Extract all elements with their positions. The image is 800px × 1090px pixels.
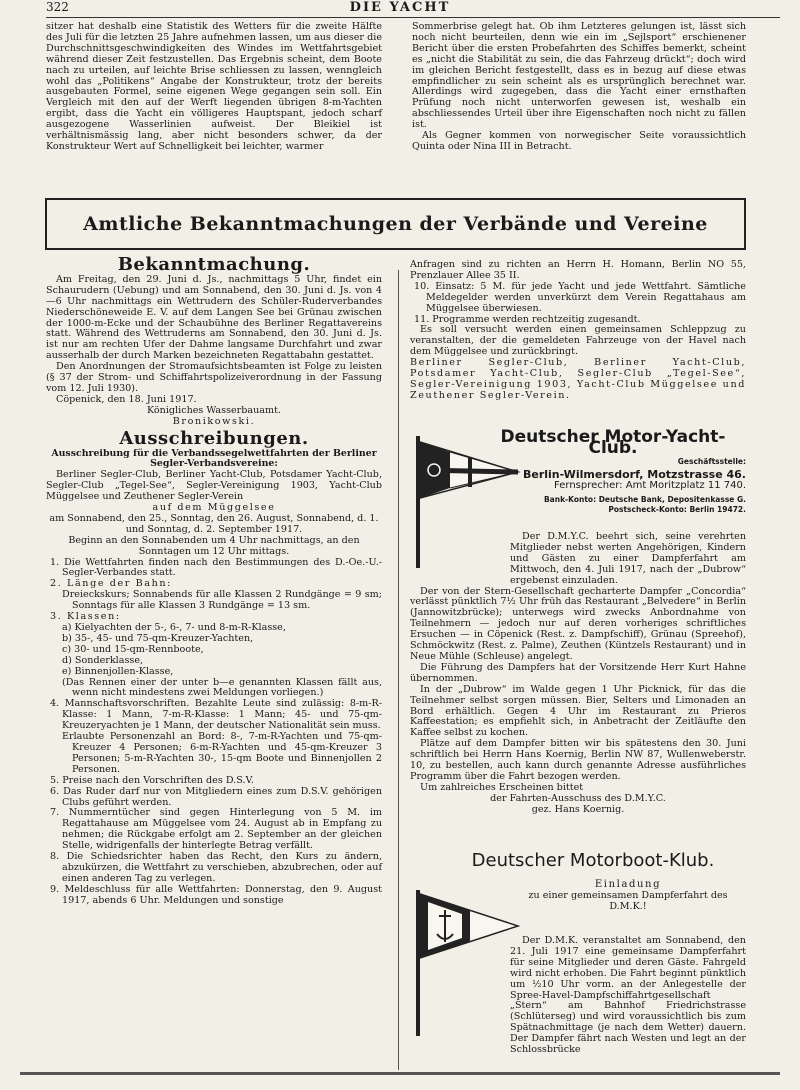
dmyc-p2: Der von der Stern-Gesellschaft gecharterte Dampfer „Concordia“ verlässt pünktlich 7½ Uhr früh das Restaurant „Belvedere“ in Berlin (Jannowitzbrücke); unterwegs wird zwecks Anbordnahme von Teilnehmern — jedoch nur auf deren vorheriges schriftliches Ersuchen — in Cöpenick (Rest. z. Dampfschiff), Grünau (Spreehof), Schmöckwitz (Rest. z. Palme), Zeuthen (Küntzels Restaurant) und in Neue Mühle (Schleuse) angelegt.	[410, 585, 746, 662]
section-banner: Amtliche Bekanntmachungen der Verbände und Vereine	[45, 198, 746, 250]
right-cont-p2: Es soll versucht werden einen gemeinsamen Schleppzug zu veranstalten, der die gemeldeten Fahrzeuge von der Havel nach dem Müggelsee und zurückbringt.	[410, 324, 746, 358]
list-item: 5. Preise nach den Vorschriften des D.S.V.	[50, 774, 254, 786]
list-item: 8. Die Schiedsrichter haben das Recht, den Kurs zu ändern, abzukürzen, die Wettfahrt zu verschieben, abzubrechen, oder auf einen anderen Tag zu verlegen.	[50, 851, 382, 884]
bekanntmachung-p1: Am Freitag, den 29. Juni d. Js., nachmittags 5 Uhr, findet ein Schaurudern (Uebung) und am Sonnabend, den 30. Juni d. Js. von 4—6 Uhr nachmittags ein Wettrudern des Schüler-Ruderverbandes Niederschöneweide E. V. auf dem Langen See bei Grünau zwischen der 1000-m-Ecke und der Schaubühne des Berliner Regattavereins statt. Während des Wettruderns am Sonnabend, den 30. Juni d. Js. ist nur am rechten Ufer der Dahme langsame Durchfahrt und zwar ausserhalb der durch Marken bezeichneten Regattabahn gestattet.	[46, 273, 382, 362]
top-right-column	[412, 22, 746, 153]
list-item: d) Sonderklasse,	[62, 654, 144, 666]
top-right-text-2: Als Gegner kommen von norwegischer Seite voraussichtlich Quinta oder Nina III in Betracht.	[412, 130, 746, 152]
list-item: 11. Programme werden rechtzeitig zugesandt.	[414, 313, 641, 325]
list-item: 7. Nummerntücher sind gegen Hinterlegung von 5 M. im Regattahause am Müggelsee vom 24. August ab in Empfang zu nehmen; die Rückgabe erfolgt am 2. September an der gleichen Stelle, widrigenfalls der hinterlegte Betrag verfällt.	[50, 807, 382, 852]
list-item: 2. Länge der Bahn:	[50, 578, 172, 590]
list-item: 6. Das Ruder darf nur von Mitgliedern eines zum D.S.V. gehörigen Clubs geführt werden.	[50, 785, 382, 808]
ausschreibung-dates: am Sonnabend, den 25., Sonntag, den 26. August, Sonnabend, d. 1. und Sonntag, d. 2. September 1917.	[49, 512, 379, 535]
dmyc-p6: Um zahlreiches Erscheinen bittet	[420, 781, 584, 793]
list-item: c) 30- und 15-qm-Rennboote,	[62, 643, 204, 655]
top-right-text-1: Sommerbrise gelegt hat. Ob ihm Letzteres gelungen ist, lässt sich noch nicht beurteilen, denn wie ein im „Sejlsport“ erschienener Bericht über die ersten Probefahrten des Schiffes bemerkt, scheint es „nicht die Stabilität zu sein, die das Fahrzeug drückt“; doch wird im gleichen Bericht festgestellt, dass es in bezug auf diese etwas empfindlicher zu sein scheint als es ursprünglich berechnet war. Allerdings wird zugegeben, dass die Yacht einer ernsthaften Prüfung noch nicht unterworfen gewesen ist, weshalb ein abschliessendes Urteil über ihre Eigenschaften noch nicht zu fällen ist.	[412, 21, 746, 131]
list-item: e) Binnenjollen-Klasse,	[62, 665, 174, 677]
right-cont-clubs: Berliner Segler-Club, Berliner Yacht-Club, Potsdamer Yacht-Club, Segler-Club „Tegel-See“, Segler-Vereinigung 1903, Yacht-Club Müggelsee und Zeuthener Segler-Verein.	[410, 357, 746, 401]
dmyc-p4: In der „Dubrow“ im Walde gegen 1 Uhr Picknick, für das die Teilnehmer selbst sorgen müssen. Bier, Selters und Limonaden an Bord erhältlich. Gegen 4 Uhr im Restaurant zu Prieros Kaffeestation; es empfiehlt sich, in Anbetracht der Zeitläufte den Kaffee selbst zu kochen.	[410, 683, 746, 739]
bekanntmachung-p2: Den Anordnungen der Stromaufsichtsbeamten ist Folge zu leisten (§ 37 der Strom- und Schiffahrtspolizeiverordnung in der Fassung vom 12. Juli 1930).	[46, 361, 382, 394]
bekanntmachung-title: Bekanntmachung.	[117, 254, 311, 275]
dmk-body	[410, 936, 746, 1056]
dmyc-sig1: der Fahrten-Ausschuss des D.M.Y.C.	[490, 792, 666, 804]
header-rule	[46, 17, 780, 18]
list-item: a) Kielyachten der 5-, 6-, 7- und 8-m-R-Klasse,	[62, 622, 286, 633]
page-number: 322	[46, 0, 69, 14]
list-item: 4. Mannschaftsvorschriften. Bezahlte Leute sind zulässig: 8-m-R-Klasse: 1 Mann, 7-m-R-Klasse: 1 Mann; 45- und 75-qm-Kreuzeryachten je 1 Mann, der deutscher Nationalität sein muss.	[50, 698, 382, 732]
bekanntmachung-authority: Königliches Wasserbauamt.	[146, 404, 282, 416]
list-item: 10. Einsatz: 5 M. für jede Yacht und jede Wettfahrt. Sämtliche Meldegelder werden unverkürzt dem Verein Regattahaus am Müggelsee überwiesen.	[414, 280, 746, 314]
list-item: 3. Klassen:	[50, 611, 121, 623]
dmyc-p5: Plätze auf dem Dampfer bitten wir bis spätestens den 30. Juni schriftlich bei Herrn Hans Koernig, Berlin NW 87, Wullenweberstr. 10, zu bestellen, auch kann durch genannte Adresse ausführliches Programm über die Fahrt bezogen werden.	[410, 738, 746, 782]
dmyc-postscheck: Postscheck-Konto: Berlin 19472.	[608, 505, 746, 515]
dmyc-body	[410, 532, 746, 816]
right-cont-p1: Anfragen sind zu richten an Herrn H. Homann, Berlin NO 55, Prenzlauer Allee 35 II.	[410, 259, 746, 281]
ausschreibung-subtitle: Ausschreibung für die Verbandssegelwettfahrten der Berliner Segler-Verbandsvereine:	[51, 447, 377, 470]
ausschreibung-start: Beginn an den Sonnabenden um 4 Uhr nachmittags, an den Sonntagen um 12 Uhr mittags.	[68, 534, 360, 557]
list-item: b) 35-, 45- und 75-qm-Kreuzer-Yachten,	[62, 632, 254, 644]
ausschreibung-location: auf dem Müggelsee	[152, 502, 276, 514]
top-left-column	[46, 22, 382, 153]
column-divider	[398, 270, 399, 1070]
ausschreibung-list	[46, 558, 382, 907]
list-item: Erlaubte Personenzahl an Bord: 8-, 7-m-R-Yachten und 75-qm-Kreuzer 4 Personen; 6-m-R-Yachten und 45-qm-Kreuzer 3 Personen; 5-m-R-Yachten 30-, 15-qm Boote und Binnenjollen 2 Personen.	[62, 731, 382, 775]
bekanntmachung-place: Cöpenick, den 18. Juni 1917.	[56, 393, 197, 405]
list-item: 9. Meldeschluss für alle Wettfahrten: Donnerstag, den 9. August 1917, abends 6 Uhr. Meldungen und sonstige	[50, 883, 382, 906]
dmyc-p3: Die Führung des Dampfers hat der Vorsitzende Herr Kurt Hahne übernommen.	[410, 661, 746, 684]
dmyc-p1: Der D.M.Y.C. beehrt sich, seine verehrten Mitglieder nebst werten Angehörigen, Kindern und Gästen zu einer Dampferfahrt am Mittwoch, den 4. Juli 1917, nach der „Dubrow“ ergebenst einzuladen.	[510, 531, 746, 586]
dmyc-bank: Bank-Konto: Deutsche Bank, Depositenkasse G.	[543, 494, 746, 504]
dmyc-sig2: gez. Hans Koernig.	[531, 803, 625, 815]
right-column	[410, 260, 746, 402]
ausschreibungen-title: Ausschreibungen.	[119, 427, 309, 449]
dmk-invitation	[510, 880, 746, 913]
list-item: Dreieckskurs; Sonnabends für alle Klassen 2 Rundgänge = 9 sm; Sonntags für alle Klassen 3 Rundgänge = 13 sm.	[62, 589, 382, 612]
dmk-inv-title: Einladung	[594, 879, 662, 890]
dmyc-office-label: Geschäftsstelle:	[677, 456, 746, 466]
dmyc-phone: Fernsprecher: Amt Moritzplatz 11 740.	[554, 479, 746, 491]
dmk-p1: Der D.M.K. veranstaltet am Sonnabend, den 21. Juli 1917 eine gemeinsame Dampferfahrt für seine Mitglieder und deren Gäste. Fahrgeld wird nicht erhoben. Die Fahrt beginnt pünktlich um ½10 Uhr vorm. an der Anlegestelle der Spree-Havel-Dampfschiffahrtgesellschaft „Stern“ am Bahnhof Friedrichstrasse (Schlüterseg) und wird voraussichtlich bis zum Spätnachmittage (je nach dem Wetter) dauern. Der Dampfer fährt nach Westen und legt an der Schlossbrücke	[510, 935, 746, 1056]
journal-title: DIE YACHT	[349, 0, 451, 15]
dmyc-title: Deutscher Motor-Yacht-Club.	[500, 427, 726, 458]
dmyc-address: Berlin-Wilmersdorf, Motzstrasse 46.	[522, 467, 746, 481]
dmyc-header	[480, 427, 746, 516]
bekanntmachung-signature: Bronikowski.	[172, 415, 256, 427]
ausschreibung-clubs: Berliner Segler-Club, Berliner Yacht-Club, Potsdamer Yacht-Club, Segler-Club „Tegel-See“, Segler-Vereinigung 1903, Yacht-Club Müggelsee und Zeuthener Segler-Verein	[46, 469, 382, 503]
bottom-rule	[20, 1072, 780, 1075]
dmk-title: Deutscher Motorboot-Klub.	[471, 850, 715, 871]
dmk-header	[410, 850, 746, 871]
top-left-text: sitzer hat deshalb eine Statistik des Wetters für die zweite Hälfte des Juli für die letzten 25 Jahre aufnehmen lassen, um aus dieser die Durchschnittsgeschwindigkeiten des Windes im Wettfahrtsgebiet während dieser Zeit festzustellen. Das Ergebnis scheint, dem Boote nach zu urteilen, auf leichte Brise schliessen zu lassen, wenngleich wohl das „Politikens“ Angabe der Konstrukteur, trotz der bereits ausgebauten Formel, seine eigenen Wege gegangen sein soll. Ein Vergleich mit den auf der Werft liegenden übrigen 8-m-Yachten ergibt, dass die Yacht ein völligeres Hauptspant, jedoch scharf ausgezogene Wasserlinien aufweist. Der Bleikiel ist verhältnismässig lang, aber nicht besonders schwer, da der Konstrukteur Wert auf Schnelligkeit bei leichter, warmer	[46, 21, 382, 152]
list-item: (Das Rennen einer der unter b—e genannten Klassen fällt aus, wenn nicht mindestens zwei Meldungen vorliegen.)	[62, 676, 382, 699]
right-cont-list	[410, 282, 746, 326]
list-item: 1. Die Wettfahrten finden nach den Bestimmungen des D.-Oe.-U.-Segler-Verbandes statt.	[50, 556, 382, 579]
dmk-inv-sub: zu einer gemeinsamen Dampferfahrt des D.M.K.!	[528, 889, 728, 912]
left-column	[46, 254, 382, 907]
